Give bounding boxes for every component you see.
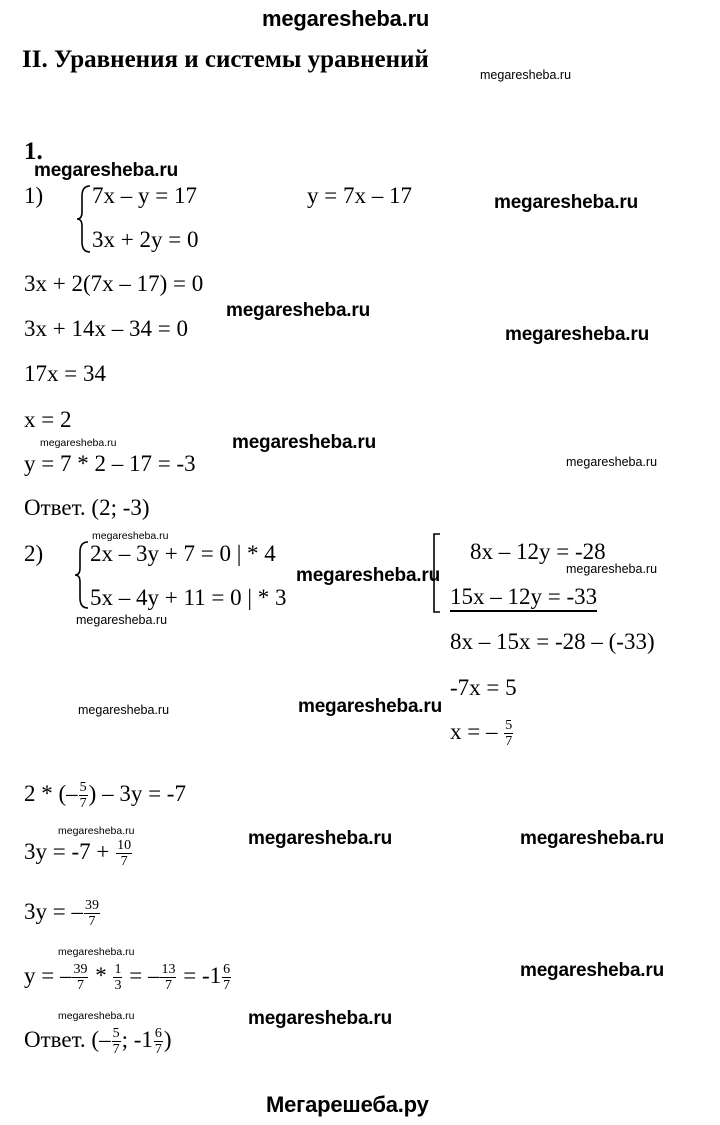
part2-y-step1: 2 * (– $\frac{5}{7}$ ) – 3y = -7 (24, 780, 186, 812)
part1-express: y = 7x – 17 (307, 183, 412, 208)
part1-step4: x = 2 (24, 407, 72, 432)
watermark-small: megaresheba.ru (76, 613, 168, 627)
part2-y-step3: 3y = – $\frac{39}{7}$ (24, 898, 99, 930)
watermark-small: megaresheba.ru (566, 455, 658, 469)
part2-label: 2) (24, 541, 44, 566)
fraction: $\frac{39}{7}$ (84, 898, 99, 930)
part2-y-step2: 3y = -7 + $\frac{10}{7}$ (24, 838, 132, 870)
watermark-big: megaresheba.ru (520, 828, 664, 849)
fraction: $\frac{6}{7}$ (154, 1026, 162, 1058)
watermark-big: megaresheba.ru (505, 324, 649, 345)
part1-step3: 17x = 34 (24, 361, 106, 386)
part1-sys-eq2: 3x + 2y = 0 (92, 227, 199, 252)
watermark-big: megaresheba.ru (248, 1008, 392, 1029)
system-brace (428, 532, 442, 614)
part2-sys-eq1: 2x – 3y + 7 = 0 | * 4 (90, 541, 276, 566)
part2-answer: Ответ. (– $\frac{5}{7}$ ; -1 $\frac{6}{7}$ ) (24, 1026, 172, 1058)
footer-site: Мегарешеба.ру (266, 1092, 429, 1117)
fraction: $\frac{39}{7}$ (73, 962, 88, 994)
watermark-big: megaresheba.ru (232, 432, 376, 453)
watermark-small: megaresheba.ru (58, 1010, 135, 1022)
watermark-big: megaresheba.ru (298, 696, 442, 717)
part1-answer: Ответ. (2; -3) (24, 495, 150, 520)
part2-y-step4: y = – $\frac{39}{7}$ * $\frac{1}{3}$ = – $\frac{13}{7}$ = -1 $\frac{6}{7}$ (24, 962, 231, 994)
part1-step1: 3x + 2(7x – 17) = 0 (24, 271, 204, 296)
watermark-big: megaresheba.ru (520, 960, 664, 981)
part2-sys-eq2: 5x – 4y + 11 = 0 | * 3 (90, 585, 287, 610)
part1-label: 1) (24, 183, 44, 208)
section-title: II. Уравнения и системы уравнений (22, 46, 429, 73)
part2-mult-eq2: 15x – 12y = -33 (450, 584, 597, 612)
task-number: 1. (24, 138, 43, 165)
fraction: $\frac{5}{7}$ (112, 1026, 120, 1058)
fraction: $\frac{5}{7}$ (79, 780, 87, 812)
watermark-small: megaresheba.ru (58, 946, 135, 958)
watermark-big: megaresheba.ru (248, 828, 392, 849)
watermark-big: megaresheba.ru (296, 565, 440, 586)
watermark-big: megaresheba.ru (34, 160, 178, 181)
watermark-big: megaresheba.ru (226, 300, 370, 321)
watermark-small: megaresheba.ru (566, 562, 658, 576)
fraction: $\frac{5}{7}$ (505, 718, 513, 750)
part2-sub-step: 8x – 15x = -28 – (-33) (450, 629, 655, 654)
part1-step2: 3x + 14x – 34 = 0 (24, 316, 188, 341)
header-site: megaresheba.ru (262, 6, 430, 31)
fraction: $\frac{13}{7}$ (161, 962, 176, 994)
watermark-big: megaresheba.ru (494, 192, 638, 213)
fraction: $\frac{10}{7}$ (117, 838, 132, 870)
system-brace (74, 540, 90, 610)
watermark-small: megaresheba.ru (40, 437, 117, 449)
watermark-small: megaresheba.ru (92, 530, 169, 542)
fraction: $\frac{6}{7}$ (223, 962, 231, 994)
system-brace (76, 184, 92, 254)
fraction: $\frac{1}{3}$ (114, 962, 122, 994)
part2-sub-result: -7x = 5 (450, 675, 517, 700)
part2-x-value: x = – $\frac{5}{7}$ (450, 718, 513, 750)
part2-mult-eq1: 8x – 12y = -28 (470, 539, 606, 564)
watermark-small: megaresheba.ru (480, 68, 572, 82)
part1-sys-eq1: 7x – y = 17 (92, 183, 197, 208)
watermark-small: megaresheba.ru (78, 703, 170, 717)
watermark-small: megaresheba.ru (58, 825, 135, 837)
part1-step5: y = 7 * 2 – 17 = -3 (24, 451, 196, 476)
